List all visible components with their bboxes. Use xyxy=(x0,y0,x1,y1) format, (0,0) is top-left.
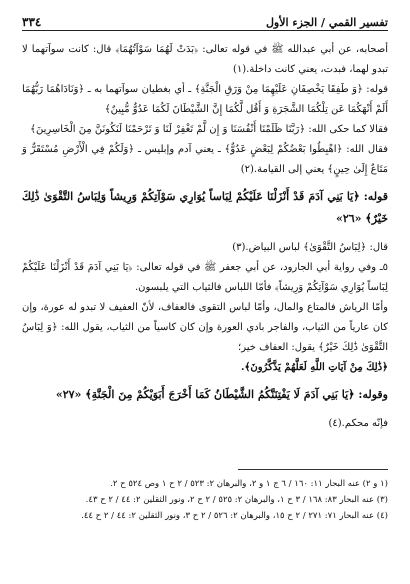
footnote: (٣) عنه البحار ٨٣: ١٦٨ / ٣ ح ١، والبرهان ٢: ٥٢٥ / ٢ ح ٢، ونور الثقلين ٢: ٤٤ / ٢ ح ٤٣. xyxy=(85,495,388,505)
footnote: (٤) عنه البحار ٧١: ٢٧١ / ٢ ح ١٥، والبرهان ٢: ٥٢٦ / ٢ ح ٣، ونور الثقلين ٢: ٤٤ / ٢ ح ٤٤. xyxy=(81,511,388,521)
verse-quote: قوله: ﴿يَا بَنِي آدَمَ قَدْ أَنْزَلْنَا عَلَيْكُمْ لِبَاساً يُوَارِي سَوْآتِكُمْ وَرِيشاً وَلِبَاسُ التَّقْوَىٰ ذَٰلِكَ خَيْرٌ﴾ «٢٦» xyxy=(22,190,388,225)
running-header xyxy=(22,12,388,31)
footnotes xyxy=(22,476,388,524)
paragraph: فقال الله: ﴿اهْبِطُوا بَعْضُكُمْ لِبَعْضٍ عَدُوٌّ﴾ ـ يعني آدم وإبليس ـ ﴿وَلَكُمْ فِي الْأَرْضِ مُسْتَقَرٌّ وَ مَتَاعٌ إِلَىٰ حِينٍ﴾ يعني إلى القيامة.(٢) xyxy=(22,144,388,175)
header-title: تفسير القمي / الجزء الأول xyxy=(265,16,388,29)
paragraph: ٥ـ وفي رواية أبي الجارود، عن أبي جعفر ﷺ في قوله تعالى: ﴿يَا بَنِي آدَمَ قَدْ أَنْزَلْنَا عَلَيْكُمْ لِبَاساً يُوَارِي سَوْآتِكُمْ وَرِيشاً﴾ فأمّا اللباس فالثياب التي يلبسون. xyxy=(22,262,388,293)
page-number: ٣٣٤ xyxy=(22,15,42,29)
paragraph: ﴿ذَٰلِكَ مِنْ آيَاتِ اللَّهِ لَعَلَّهُمْ يَذَّكَّرُونَ﴾. xyxy=(241,362,388,373)
paragraph: وأمّا الرياش فالمتاع والمال، وأمّا لباس التقوى فالعفاف، لأنّ العفيف لا تبدو له عورة، وإن كان عارياً من الثياب، والفاجر بادي العورة وإن كان كاسياً من الثياب، يقول الله: ﴿وَ لِبَاسُ التَّقْوَىٰ ذَٰلِكَ خَيْرٌ﴾ يقول: العفاف خير؛ xyxy=(22,302,388,353)
paragraph: فقالا كما حكى الله: ﴿رَبَّنَا ظَلَمْنَا أَنْفُسَنَا وَ إِن لَّمْ تَغْفِرْ لَنَا وَ تَرْحَمْنَا لَنَكُونَنَّ مِنَ الْخَاسِرِينَ﴾ xyxy=(30,124,388,135)
main-text xyxy=(22,40,388,434)
paragraph: أصحابه، عن أبي عبدالله ﷺ في قوله تعالى: ﴿بَدَتْ لَهُمَا سَوْآتُهُمَا﴾ قال: كانت سوآتهما لا تبدو لهما، فبدت، يعني كانت داخلة.(١) xyxy=(22,44,388,75)
closing-line: فإنّه محكم.(٤) xyxy=(328,418,388,429)
paragraph: قوله: ﴿وَ طَفِقَا يَخْصِفَانِ عَلَيْهِمَا مِنْ وَرَقِ الْجَنَّةِ﴾ ـ أي بغطيان سوآتهما به ـ ﴿وَنَادَاهُمَا رَبُّهُمَا أَلَمْ أَنْهَكُمَا عَن تِلْكُمَا الشَّجَرَةِ وَ أَقُل لَّكُمَا إِنَّ الشَّيْطَانَ لَكُمَا عَدُوٌّ مُّبِينٌ﴾ xyxy=(22,84,388,115)
footnote-divider xyxy=(238,469,388,470)
footnote: (١ و ٢) عنه البحار ١١: ١٦٠ / ٦ ج ١ و ٢، والبرهان ٢: ٥٢٣ / ٢ ح ١ وص ٥٢٤ ح ٢. xyxy=(110,479,388,489)
verse-quote: وقوله: ﴿يَا بَنِي آدَمَ لَا يَفْتِنَنَّكُمُ الشَّيْطَانُ كَمَا أَخْرَجَ أَبَوَيْكُمْ مِنَ الْجَنَّةِ﴾ «٢٧» xyxy=(55,388,388,401)
paragraph: قال: ﴿لِبَاسُ التَّقْوَىٰ﴾ لباس البياض.(٣) xyxy=(232,242,388,253)
